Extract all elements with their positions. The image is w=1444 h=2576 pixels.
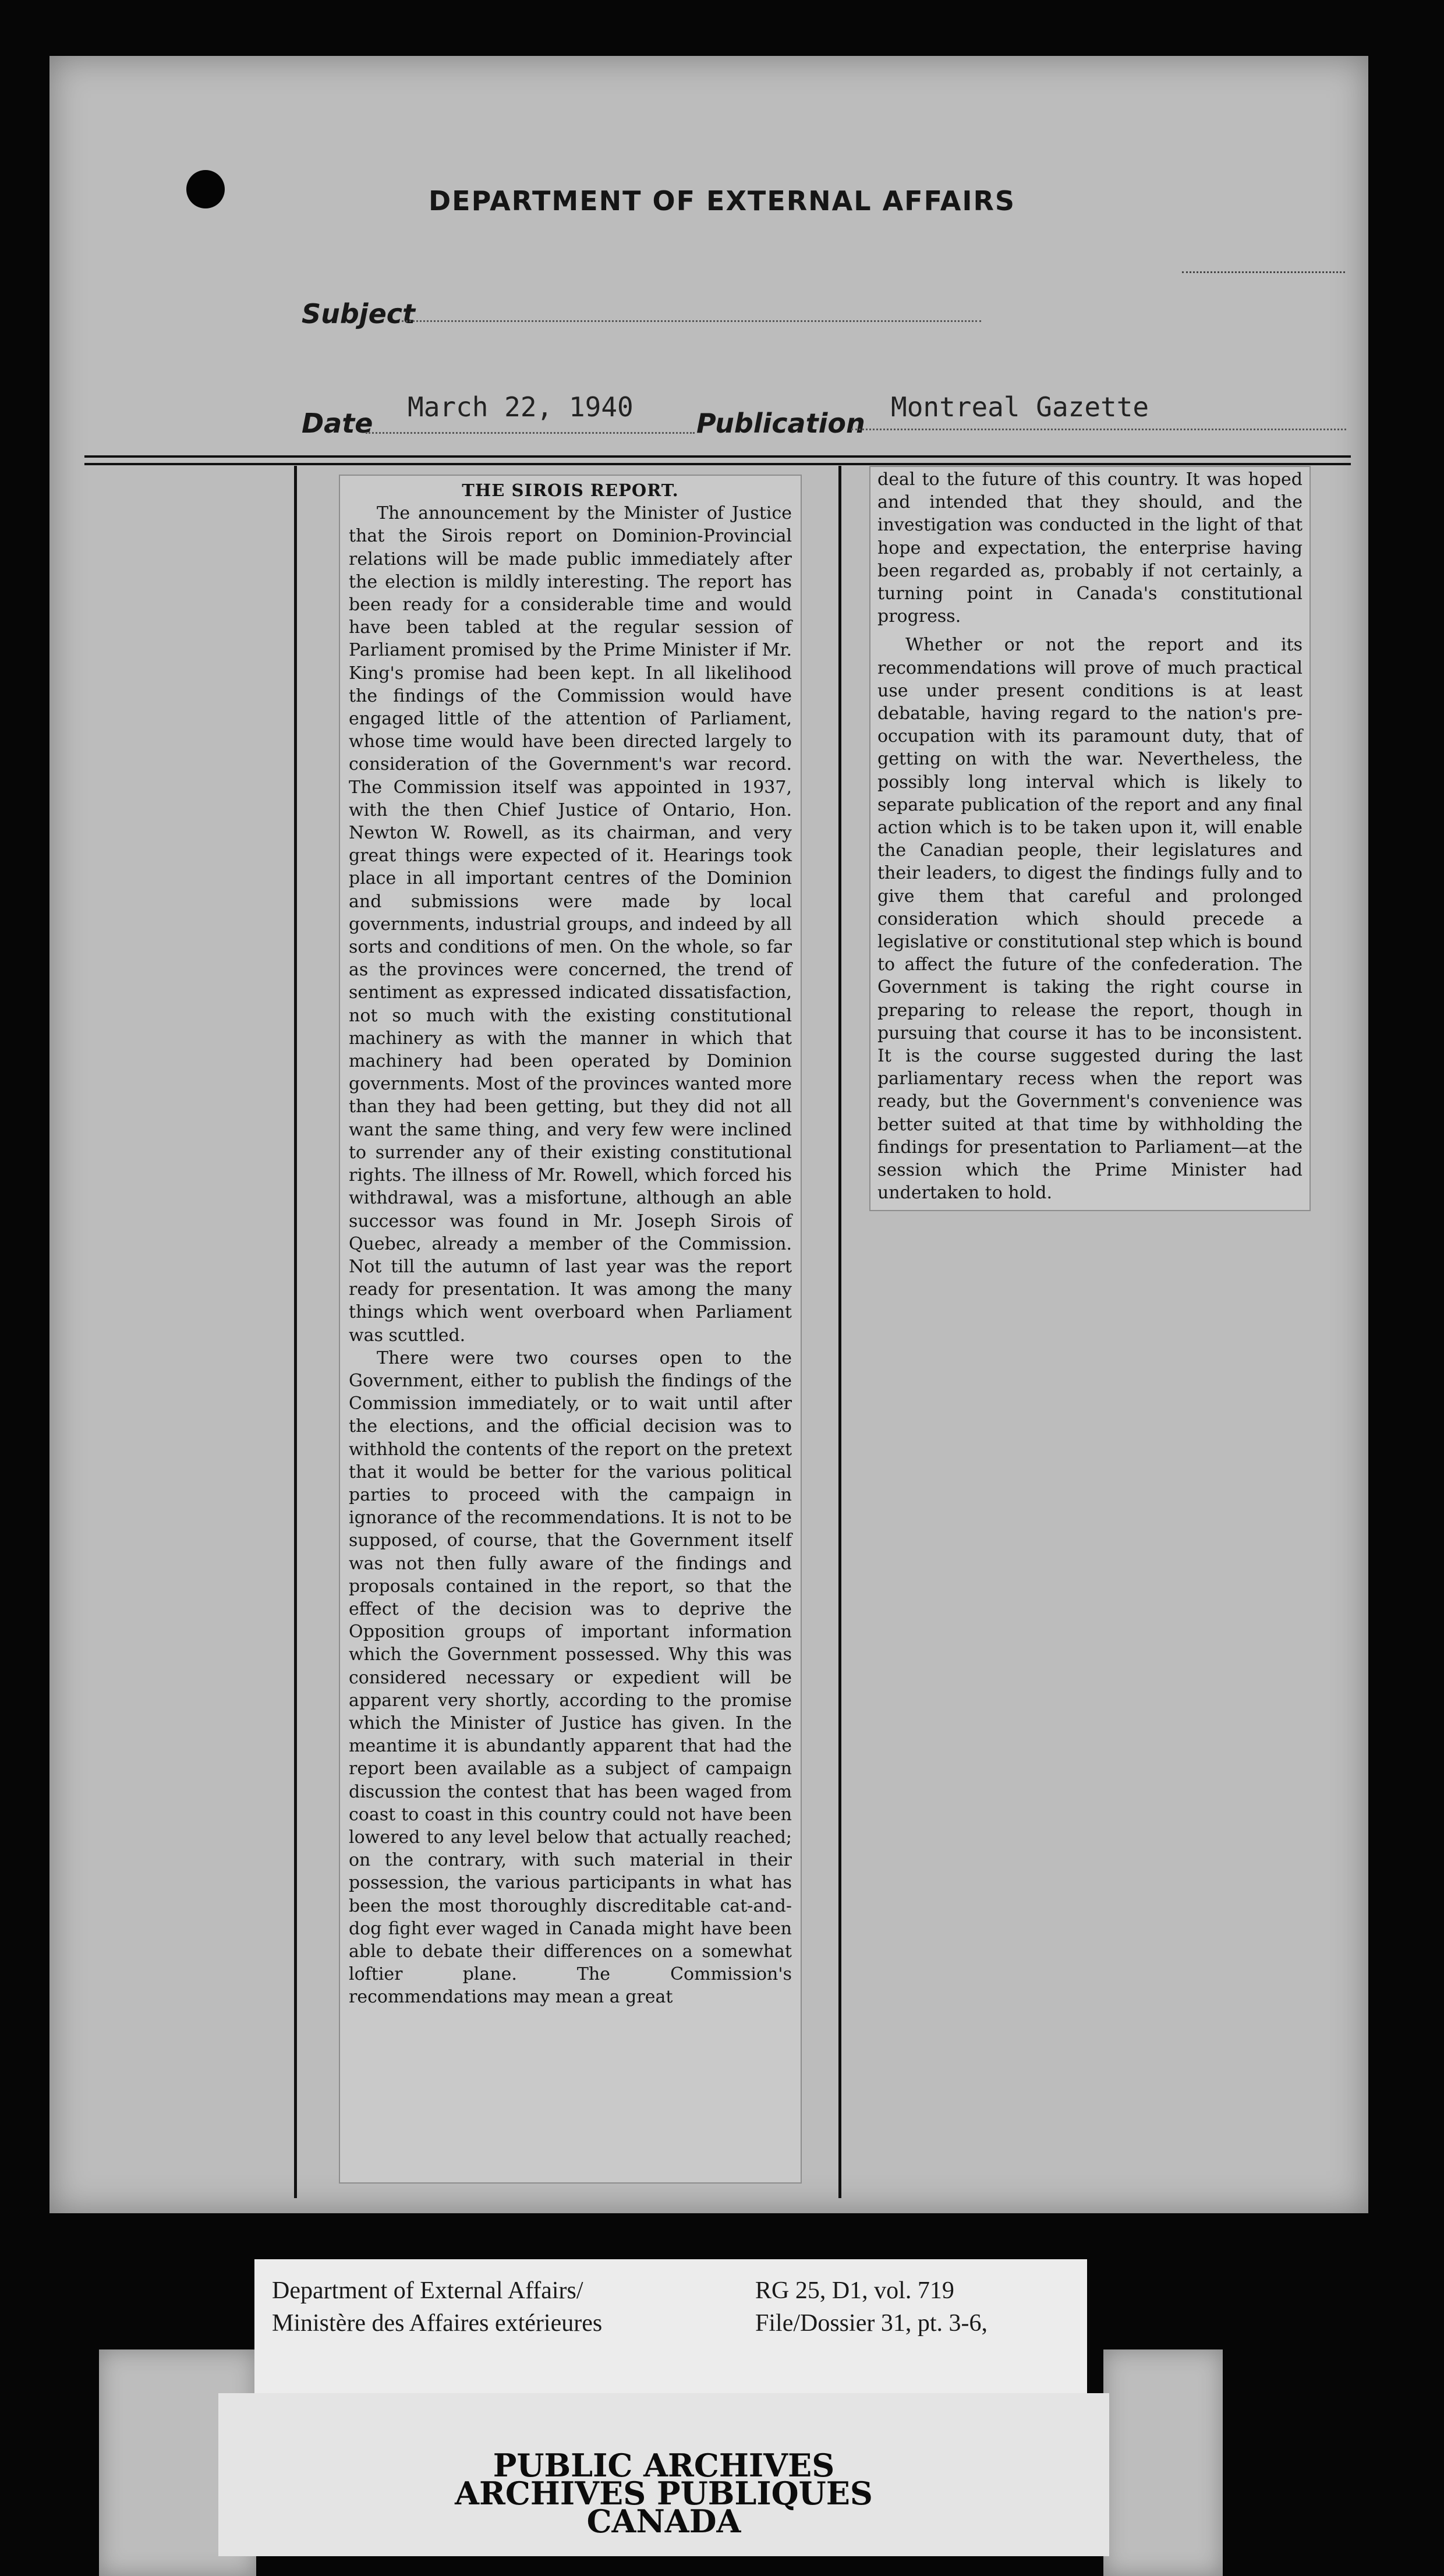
header-rule-top bbox=[84, 455, 1351, 458]
reference-dotted-line bbox=[1182, 271, 1345, 273]
article-clipping-column-2 bbox=[869, 466, 1311, 1211]
department-heading: DEPARTMENT OF EXTERNAL AFFAIRS bbox=[428, 185, 1016, 217]
publication-field-line bbox=[851, 429, 1346, 430]
column-rule-left bbox=[294, 466, 297, 2198]
department-label-en: Department of External Affairs/ bbox=[272, 2277, 583, 2304]
subject-label: Subject bbox=[302, 298, 416, 330]
date-label: Date bbox=[302, 408, 373, 439]
article-clipping-column-1 bbox=[339, 475, 802, 2184]
archive-reference-label bbox=[254, 2259, 1087, 2393]
file-dossier-ref: File/Dossier 31, pt. 3-6, bbox=[755, 2310, 988, 2337]
archive-stamp-line: PUBLIC ARCHIVES bbox=[493, 2447, 835, 2484]
article-paragraph: The announcement by the Minister of Justice that the Sirois report on Dominion-Provincial relations will be made public immediately after the election is mildly interesting. The report has been ready for a considerable time and would have been tabled at the regular session of Parliament promised by the Prime Minister if Mr. King's promise had been kept. In all likelihood the findings of the Commission would have engaged little of the attention of Parliament, whose time would have been directed largely to consideration of the Government's war record. The Commission itself was appointed in 1937, with the then Chief Justice of Ontario, Hon. Newton W. Rowell, as its chairman, and very great things were expected of it. Hearings took place in all important centres of the Dominion and submissions were made by local governments, industrial groups, and indeed by all sorts and conditions of men. On the whole, so far as the provinces were concerned, the trend of sentiment as expressed indicated dissatisfaction, not so much with the existing constitutional machinery as with the manner in which that machinery had been operated by Dominion governments. Most of the provinces wanted more than they had been getting, but they did not all want the same thing, and very few were inclined to surrender any of their existing constitutional rights. The illness of Mr. Rowell, which forced his withdrawal, was a misfortune, although an able successor was found in Mr. Joseph Sirois of Quebec, already a member of the Commission. Not till the autumn of last year was the report ready for presentation. It was among the many things which went overboard when Parliament was scuttled. bbox=[349, 503, 792, 1346]
right-clamp bbox=[1103, 2349, 1223, 2576]
subject-field-line bbox=[402, 320, 981, 322]
article-paragraph: There were two courses open to the Government, either to publish the findings of the Commission immediately, or to wait until after the elections, and the official decision was to withhold the contents of the report on the pretext that it would be better for the various political parties to proceed with the campaign in ignorance of the recommendations. It is not to be supposed, of course, that the Government itself was not then fully aware of the findings and proposals contained in the report, so that the effect of the decision was to deprive the Opposition groups of important information which the Government possessed. Why this was considered necessary or expedient will be apparent very shortly, according to the promise which the Minister of Justice has given. In the meantime it is abundantly apparent that had the report been available as a subject of campaign discussion the contest that has been waged from coast to coast in this country could not have been lowered to any level below that actually reached; on the contrary, with such material in their possession, the various participants in what has been the most thoroughly discreditable cat-and-dog fight ever waged in Canada might have been able to debate their differences on a somewhat loftier plane. The Commission's recommendations may mean a great bbox=[349, 1347, 792, 2008]
publication-value: Montreal Gazette bbox=[891, 391, 1149, 423]
date-field-line bbox=[366, 432, 695, 434]
department-label-fr: Ministère des Affaires extérieures bbox=[272, 2310, 603, 2337]
archive-stamp bbox=[218, 2393, 1109, 2556]
archive-stamp-line: CANADA bbox=[586, 2503, 741, 2540]
article-paragraph: Whether or not the report and its recommendations will prove of much practical use under present conditions is at least debatable, having regard to the nation's pre-occupation with its paramount duty, that of getting on with the war. Nevertheless, the possibly long interval which is likely to separate publication of the report and any final action which is to be taken upon it, will enable the Canadian people, their legislatures and their leaders, to digest the findings fully and to give them that careful and prolonged consideration which should precede a legislative or constitutional step which is bound to affect the future of the confederation. The Government is taking the right course in preparing to release the report, though in pursuing that course it has to be inconsistent. It is the course suggested during the last parliamentary recess when the report was ready, but the Government's convenience was better suited at that time by withholding the findings for presentation to Parliament—at the session which the Prime Minister had undertaken to hold. bbox=[877, 635, 1303, 1204]
date-value: March 22, 1940 bbox=[408, 391, 633, 423]
article-paragraph: deal to the future of this country. It was hoped and intended that they should, and the investigation was conducted in the light of that hope and expectation, the enterprise having been regarded as, probably if not certainly, a turning point in Canada's constitutional progress. bbox=[877, 469, 1303, 627]
article-title: THE SIROIS REPORT. bbox=[462, 480, 679, 500]
column-rule-middle bbox=[838, 466, 841, 2198]
record-group-ref: RG 25, D1, vol. 719 bbox=[755, 2277, 954, 2304]
publication-label: Publication bbox=[696, 408, 865, 439]
header-rule-bottom bbox=[84, 463, 1351, 465]
archive-stamp-line: ARCHIVES PUBLIQUES bbox=[455, 2475, 873, 2512]
